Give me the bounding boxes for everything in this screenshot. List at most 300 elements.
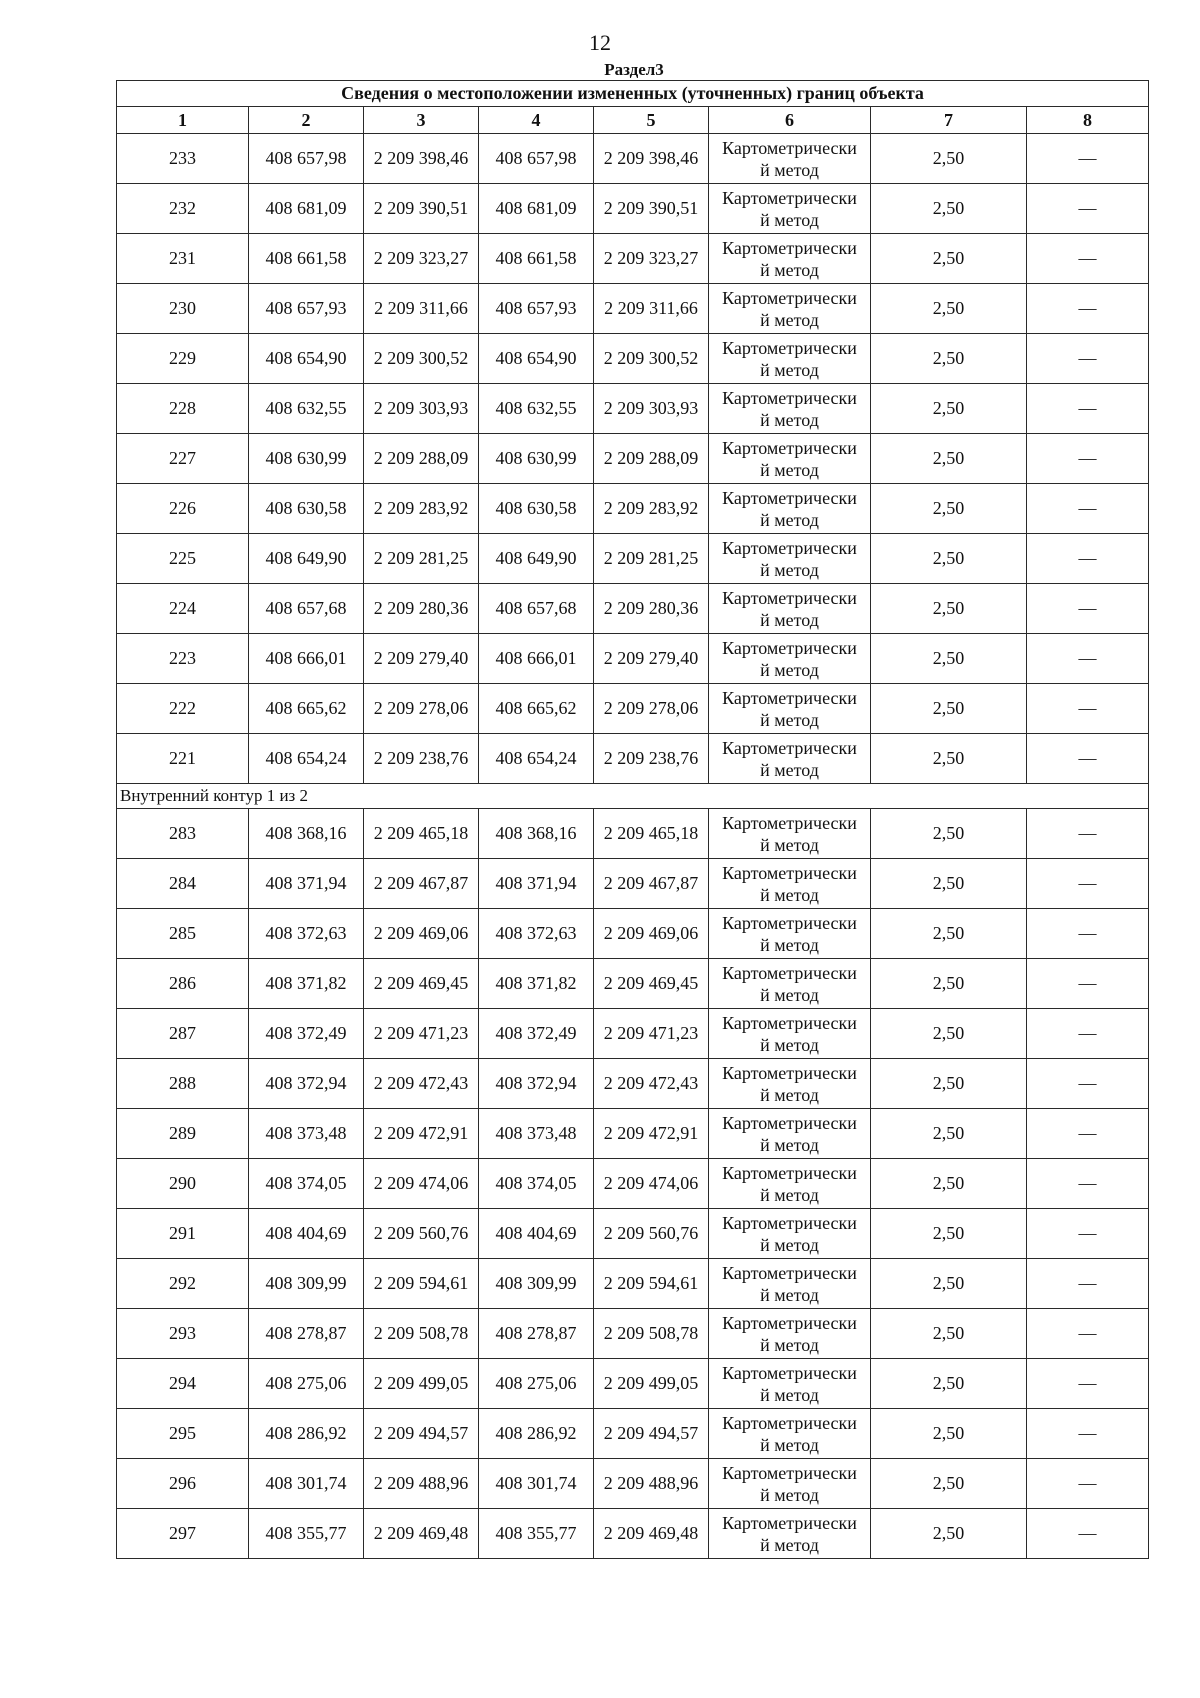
accuracy-cell: 2,50 xyxy=(871,684,1027,734)
method-text-line2: й метод xyxy=(760,259,819,280)
y-coordinate-cell: 2 209 560,76 xyxy=(364,1209,479,1259)
x-coordinate-cell: 408 275,06 xyxy=(479,1359,594,1409)
method-cell xyxy=(709,184,871,234)
y-coordinate-cell: 2 209 300,52 xyxy=(594,334,709,384)
x-coordinate-cell: 408 275,06 xyxy=(249,1359,364,1409)
method-cell xyxy=(709,1259,871,1309)
method-text-line1: Картометрически xyxy=(722,1262,857,1283)
point-number-cell: 288 xyxy=(117,1059,249,1109)
accuracy-cell: 2,50 xyxy=(871,384,1027,434)
point-number-cell: 222 xyxy=(117,684,249,734)
empty-cell: — xyxy=(1027,1459,1149,1509)
y-coordinate-cell: 2 209 488,96 xyxy=(364,1459,479,1509)
method-text-line1: Картометрически xyxy=(722,1062,857,1083)
column-number: 4 xyxy=(479,107,594,134)
y-coordinate-cell: 2 209 303,93 xyxy=(364,384,479,434)
y-coordinate-cell: 2 209 494,57 xyxy=(364,1409,479,1459)
method-text-line1: Картометрически xyxy=(722,1162,857,1183)
table-row xyxy=(117,534,1149,584)
empty-cell: — xyxy=(1027,584,1149,634)
table-row xyxy=(117,734,1149,784)
x-coordinate-cell: 408 371,82 xyxy=(249,959,364,1009)
method-text-line1: Картометрически xyxy=(722,137,857,158)
x-coordinate-cell: 408 368,16 xyxy=(479,809,594,859)
empty-cell: — xyxy=(1027,184,1149,234)
method-text-line1: Картометрически xyxy=(722,337,857,358)
point-number-cell: 286 xyxy=(117,959,249,1009)
column-number: 8 xyxy=(1027,107,1149,134)
point-number-cell: 296 xyxy=(117,1459,249,1509)
empty-cell: — xyxy=(1027,1309,1149,1359)
method-cell xyxy=(709,734,871,784)
x-coordinate-cell: 408 373,48 xyxy=(249,1109,364,1159)
point-number-cell: 293 xyxy=(117,1309,249,1359)
accuracy-cell: 2,50 xyxy=(871,1309,1027,1359)
y-coordinate-cell: 2 209 311,66 xyxy=(364,284,479,334)
y-coordinate-cell: 2 209 499,05 xyxy=(594,1359,709,1409)
empty-cell: — xyxy=(1027,534,1149,584)
point-number-cell: 231 xyxy=(117,234,249,284)
y-coordinate-cell: 2 209 469,48 xyxy=(594,1509,709,1559)
x-coordinate-cell: 408 665,62 xyxy=(479,684,594,734)
x-coordinate-cell: 408 368,16 xyxy=(249,809,364,859)
table-row xyxy=(117,909,1149,959)
x-coordinate-cell: 408 372,49 xyxy=(479,1009,594,1059)
x-coordinate-cell: 408 371,94 xyxy=(479,859,594,909)
method-cell xyxy=(709,1459,871,1509)
accuracy-cell: 2,50 xyxy=(871,1409,1027,1459)
method-text-line1: Картометрически xyxy=(722,737,857,758)
x-coordinate-cell: 408 666,01 xyxy=(479,634,594,684)
accuracy-cell: 2,50 xyxy=(871,184,1027,234)
point-number-cell: 227 xyxy=(117,434,249,484)
accuracy-cell: 2,50 xyxy=(871,284,1027,334)
point-number-cell: 223 xyxy=(117,634,249,684)
accuracy-cell: 2,50 xyxy=(871,634,1027,684)
y-coordinate-cell: 2 209 474,06 xyxy=(594,1159,709,1209)
table-row xyxy=(117,1159,1149,1209)
point-number-cell: 228 xyxy=(117,384,249,434)
method-cell xyxy=(709,1109,871,1159)
table-row xyxy=(117,584,1149,634)
method-cell xyxy=(709,534,871,584)
table-row xyxy=(117,1059,1149,1109)
point-number-cell: 295 xyxy=(117,1409,249,1459)
point-number-cell: 226 xyxy=(117,484,249,534)
y-coordinate-cell: 2 209 469,45 xyxy=(594,959,709,1009)
table-row xyxy=(117,234,1149,284)
method-text-line1: Картометрически xyxy=(722,537,857,558)
method-text-line1: Картометрически xyxy=(722,812,857,833)
accuracy-cell: 2,50 xyxy=(871,1509,1027,1559)
page-number: 12 xyxy=(589,30,611,55)
method-text-line1: Картометрически xyxy=(722,387,857,408)
empty-cell: — xyxy=(1027,334,1149,384)
empty-cell: — xyxy=(1027,434,1149,484)
method-cell xyxy=(709,1309,871,1359)
x-coordinate-cell: 408 372,94 xyxy=(479,1059,594,1109)
table-row xyxy=(117,134,1149,184)
y-coordinate-cell: 2 209 469,45 xyxy=(364,959,479,1009)
table-row xyxy=(117,334,1149,384)
x-coordinate-cell: 408 630,99 xyxy=(249,434,364,484)
point-number-cell: 229 xyxy=(117,334,249,384)
point-number-cell: 230 xyxy=(117,284,249,334)
x-coordinate-cell: 408 654,24 xyxy=(249,734,364,784)
point-number-cell: 290 xyxy=(117,1159,249,1209)
y-coordinate-cell: 2 209 390,51 xyxy=(364,184,479,234)
method-cell xyxy=(709,1009,871,1059)
method-cell xyxy=(709,1159,871,1209)
table-row xyxy=(117,809,1149,859)
accuracy-cell: 2,50 xyxy=(871,1009,1027,1059)
method-text-line1: Картометрически xyxy=(722,587,857,608)
y-coordinate-cell: 2 209 467,87 xyxy=(364,859,479,909)
accuracy-cell: 2,50 xyxy=(871,1259,1027,1309)
empty-cell: — xyxy=(1027,859,1149,909)
method-text-line1: Картометрически xyxy=(722,287,857,308)
method-cell xyxy=(709,909,871,959)
method-text-line1: Картометрически xyxy=(722,437,857,458)
y-coordinate-cell: 2 209 499,05 xyxy=(364,1359,479,1409)
method-cell xyxy=(709,584,871,634)
y-coordinate-cell: 2 209 283,92 xyxy=(594,484,709,534)
x-coordinate-cell: 408 657,68 xyxy=(249,584,364,634)
method-text-line2: й метод xyxy=(760,1084,819,1105)
point-number-cell: 225 xyxy=(117,534,249,584)
x-coordinate-cell: 408 657,98 xyxy=(479,134,594,184)
point-number-cell: 287 xyxy=(117,1009,249,1059)
method-text-line1: Картометрически xyxy=(722,1462,857,1483)
x-coordinate-cell: 408 649,90 xyxy=(479,534,594,584)
method-text-line1: Картометрически xyxy=(722,1012,857,1033)
y-coordinate-cell: 2 209 472,43 xyxy=(364,1059,479,1109)
method-text-line2: й метод xyxy=(760,1234,819,1255)
table-row xyxy=(117,1359,1149,1409)
y-coordinate-cell: 2 209 472,43 xyxy=(594,1059,709,1109)
column-number: 6 xyxy=(709,107,871,134)
accuracy-cell: 2,50 xyxy=(871,909,1027,959)
accuracy-cell: 2,50 xyxy=(871,734,1027,784)
empty-cell: — xyxy=(1027,134,1149,184)
point-number-cell: 284 xyxy=(117,859,249,909)
empty-cell: — xyxy=(1027,384,1149,434)
method-text-line1: Картометрически xyxy=(722,1312,857,1333)
y-coordinate-cell: 2 209 279,40 xyxy=(594,634,709,684)
accuracy-cell: 2,50 xyxy=(871,1209,1027,1259)
method-text-line1: Картометрически xyxy=(722,487,857,508)
y-coordinate-cell: 2 209 303,93 xyxy=(594,384,709,434)
y-coordinate-cell: 2 209 311,66 xyxy=(594,284,709,334)
y-coordinate-cell: 2 209 488,96 xyxy=(594,1459,709,1509)
method-text-line2: й метод xyxy=(760,1434,819,1455)
method-text-line2: й метод xyxy=(760,884,819,905)
accuracy-cell: 2,50 xyxy=(871,1109,1027,1159)
column-number: 2 xyxy=(249,107,364,134)
table-caption-row xyxy=(117,81,1149,107)
x-coordinate-cell: 408 654,90 xyxy=(249,334,364,384)
y-coordinate-cell: 2 209 288,09 xyxy=(594,434,709,484)
x-coordinate-cell: 408 301,74 xyxy=(479,1459,594,1509)
y-coordinate-cell: 2 209 472,91 xyxy=(364,1109,479,1159)
empty-cell: — xyxy=(1027,1409,1149,1459)
method-text-line1: Картометрически xyxy=(722,862,857,883)
method-cell xyxy=(709,859,871,909)
method-text-line1: Картометрически xyxy=(722,1512,857,1533)
y-coordinate-cell: 2 209 323,27 xyxy=(364,234,479,284)
accuracy-cell: 2,50 xyxy=(871,534,1027,584)
x-coordinate-cell: 408 649,90 xyxy=(249,534,364,584)
accuracy-cell: 2,50 xyxy=(871,584,1027,634)
table-row xyxy=(117,384,1149,434)
method-cell xyxy=(709,1509,871,1559)
table-row xyxy=(117,1509,1149,1559)
y-coordinate-cell: 2 209 471,23 xyxy=(594,1009,709,1059)
method-text-line2: й метод xyxy=(760,1034,819,1055)
contour-label-row xyxy=(117,784,1149,809)
method-text-line1: Картометрически xyxy=(722,1212,857,1233)
column-number: 7 xyxy=(871,107,1027,134)
accuracy-cell: 2,50 xyxy=(871,1359,1027,1409)
column-number-row xyxy=(117,107,1149,134)
y-coordinate-cell: 2 209 288,09 xyxy=(364,434,479,484)
y-coordinate-cell: 2 209 283,92 xyxy=(364,484,479,534)
point-number-cell: 289 xyxy=(117,1109,249,1159)
x-coordinate-cell: 408 657,93 xyxy=(479,284,594,334)
accuracy-cell: 2,50 xyxy=(871,1459,1027,1509)
table-row xyxy=(117,434,1149,484)
method-cell xyxy=(709,959,871,1009)
method-cell xyxy=(709,284,871,334)
column-number: 5 xyxy=(594,107,709,134)
y-coordinate-cell: 2 209 281,25 xyxy=(364,534,479,584)
method-text-line1: Картометрически xyxy=(722,187,857,208)
y-coordinate-cell: 2 209 280,36 xyxy=(364,584,479,634)
empty-cell: — xyxy=(1027,1059,1149,1109)
x-coordinate-cell: 408 657,98 xyxy=(249,134,364,184)
table-row xyxy=(117,684,1149,734)
empty-cell: — xyxy=(1027,809,1149,859)
table-row xyxy=(117,959,1149,1009)
y-coordinate-cell: 2 209 238,76 xyxy=(594,734,709,784)
point-number-cell: 285 xyxy=(117,909,249,959)
x-coordinate-cell: 408 661,58 xyxy=(249,234,364,284)
x-coordinate-cell: 408 278,87 xyxy=(479,1309,594,1359)
method-text-line1: Картометрически xyxy=(722,962,857,983)
method-text-line2: й метод xyxy=(760,984,819,1005)
table-row xyxy=(117,1459,1149,1509)
point-number-cell: 297 xyxy=(117,1509,249,1559)
table-row xyxy=(117,1209,1149,1259)
method-text-line1: Картометрически xyxy=(722,912,857,933)
empty-cell: — xyxy=(1027,1259,1149,1309)
point-number-cell: 224 xyxy=(117,584,249,634)
y-coordinate-cell: 2 209 472,91 xyxy=(594,1109,709,1159)
x-coordinate-cell: 408 661,58 xyxy=(479,234,594,284)
method-text-line2: й метод xyxy=(760,834,819,855)
method-cell xyxy=(709,434,871,484)
x-coordinate-cell: 408 666,01 xyxy=(249,634,364,684)
x-coordinate-cell: 408 665,62 xyxy=(249,684,364,734)
y-coordinate-cell: 2 209 560,76 xyxy=(594,1209,709,1259)
method-text-line2: й метод xyxy=(760,709,819,730)
table-row xyxy=(117,1309,1149,1359)
method-text-line1: Картометрически xyxy=(722,637,857,658)
method-cell xyxy=(709,484,871,534)
method-text-line2: й метод xyxy=(760,759,819,780)
point-number-cell: 232 xyxy=(117,184,249,234)
table-row xyxy=(117,634,1149,684)
y-coordinate-cell: 2 209 280,36 xyxy=(594,584,709,634)
section-title: Раздел3 xyxy=(604,60,664,79)
x-coordinate-cell: 408 632,55 xyxy=(249,384,364,434)
x-coordinate-cell: 408 355,77 xyxy=(249,1509,364,1559)
y-coordinate-cell: 2 209 594,61 xyxy=(594,1259,709,1309)
method-cell xyxy=(709,809,871,859)
y-coordinate-cell: 2 209 238,76 xyxy=(364,734,479,784)
y-coordinate-cell: 2 209 469,48 xyxy=(364,1509,479,1559)
column-number: 3 xyxy=(364,107,479,134)
boundary-table xyxy=(116,80,1149,1559)
accuracy-cell: 2,50 xyxy=(871,234,1027,284)
method-cell xyxy=(709,684,871,734)
x-coordinate-cell: 408 286,92 xyxy=(249,1409,364,1459)
y-coordinate-cell: 2 209 494,57 xyxy=(594,1409,709,1459)
accuracy-cell: 2,50 xyxy=(871,1059,1027,1109)
x-coordinate-cell: 408 371,94 xyxy=(249,859,364,909)
x-coordinate-cell: 408 374,05 xyxy=(249,1159,364,1209)
x-coordinate-cell: 408 372,63 xyxy=(249,909,364,959)
x-coordinate-cell: 408 355,77 xyxy=(479,1509,594,1559)
method-cell xyxy=(709,234,871,284)
empty-cell: — xyxy=(1027,1009,1149,1059)
accuracy-cell: 2,50 xyxy=(871,134,1027,184)
method-cell xyxy=(709,1359,871,1409)
method-text-line2: й метод xyxy=(760,1534,819,1555)
y-coordinate-cell: 2 209 469,06 xyxy=(594,909,709,959)
accuracy-cell: 2,50 xyxy=(871,334,1027,384)
point-number-cell: 294 xyxy=(117,1359,249,1409)
method-cell xyxy=(709,384,871,434)
empty-cell: — xyxy=(1027,284,1149,334)
method-text-line2: й метод xyxy=(760,359,819,380)
y-coordinate-cell: 2 209 398,46 xyxy=(364,134,479,184)
method-text-line1: Картометрически xyxy=(722,1412,857,1433)
empty-cell: — xyxy=(1027,1109,1149,1159)
method-cell xyxy=(709,134,871,184)
method-text-line2: й метод xyxy=(760,609,819,630)
empty-cell: — xyxy=(1027,1159,1149,1209)
method-text-line2: й метод xyxy=(760,1284,819,1305)
empty-cell: — xyxy=(1027,909,1149,959)
point-number-cell: 233 xyxy=(117,134,249,184)
x-coordinate-cell: 408 286,92 xyxy=(479,1409,594,1459)
accuracy-cell: 2,50 xyxy=(871,959,1027,1009)
x-coordinate-cell: 408 657,93 xyxy=(249,284,364,334)
y-coordinate-cell: 2 209 465,18 xyxy=(364,809,479,859)
method-text-line1: Картометрически xyxy=(722,237,857,258)
accuracy-cell: 2,50 xyxy=(871,484,1027,534)
y-coordinate-cell: 2 209 279,40 xyxy=(364,634,479,684)
method-text-line2: й метод xyxy=(760,934,819,955)
method-cell xyxy=(709,1209,871,1259)
method-text-line2: й метод xyxy=(760,559,819,580)
empty-cell: — xyxy=(1027,1509,1149,1559)
method-text-line2: й метод xyxy=(760,459,819,480)
method-text-line2: й метод xyxy=(760,1484,819,1505)
method-cell xyxy=(709,1059,871,1109)
y-coordinate-cell: 2 209 278,06 xyxy=(364,684,479,734)
x-coordinate-cell: 408 374,05 xyxy=(479,1159,594,1209)
point-number-cell: 292 xyxy=(117,1259,249,1309)
x-coordinate-cell: 408 630,99 xyxy=(479,434,594,484)
x-coordinate-cell: 408 681,09 xyxy=(479,184,594,234)
y-coordinate-cell: 2 209 281,25 xyxy=(594,534,709,584)
y-coordinate-cell: 2 209 508,78 xyxy=(364,1309,479,1359)
x-coordinate-cell: 408 657,68 xyxy=(479,584,594,634)
method-text-line2: й метод xyxy=(760,209,819,230)
method-text-line2: й метод xyxy=(760,1134,819,1155)
x-coordinate-cell: 408 372,94 xyxy=(249,1059,364,1109)
table-row xyxy=(117,1009,1149,1059)
empty-cell: — xyxy=(1027,634,1149,684)
point-number-cell: 221 xyxy=(117,734,249,784)
method-text-line2: й метод xyxy=(760,1334,819,1355)
method-cell xyxy=(709,1409,871,1459)
x-coordinate-cell: 408 371,82 xyxy=(479,959,594,1009)
x-coordinate-cell: 408 278,87 xyxy=(249,1309,364,1359)
empty-cell: — xyxy=(1027,734,1149,784)
x-coordinate-cell: 408 372,49 xyxy=(249,1009,364,1059)
table-row xyxy=(117,484,1149,534)
y-coordinate-cell: 2 209 508,78 xyxy=(594,1309,709,1359)
x-coordinate-cell: 408 404,69 xyxy=(249,1209,364,1259)
x-coordinate-cell: 408 681,09 xyxy=(249,184,364,234)
y-coordinate-cell: 2 209 474,06 xyxy=(364,1159,479,1209)
y-coordinate-cell: 2 209 300,52 xyxy=(364,334,479,384)
method-text-line2: й метод xyxy=(760,509,819,530)
contour-label: Внутренний контур 1 из 2 xyxy=(117,784,1149,809)
method-cell xyxy=(709,634,871,684)
accuracy-cell: 2,50 xyxy=(871,809,1027,859)
table-row xyxy=(117,1109,1149,1159)
table-caption: Сведения о местоположении измененных (уточненных) границ объекта xyxy=(117,81,1149,107)
x-coordinate-cell: 408 630,58 xyxy=(479,484,594,534)
method-text-line2: й метод xyxy=(760,409,819,430)
x-coordinate-cell: 408 309,99 xyxy=(249,1259,364,1309)
empty-cell: — xyxy=(1027,484,1149,534)
empty-cell: — xyxy=(1027,1359,1149,1409)
accuracy-cell: 2,50 xyxy=(871,1159,1027,1209)
method-cell xyxy=(709,334,871,384)
table-row xyxy=(117,1409,1149,1459)
method-text-line2: й метод xyxy=(760,1184,819,1205)
x-coordinate-cell: 408 301,74 xyxy=(249,1459,364,1509)
x-coordinate-cell: 408 309,99 xyxy=(479,1259,594,1309)
y-coordinate-cell: 2 209 467,87 xyxy=(594,859,709,909)
point-number-cell: 283 xyxy=(117,809,249,859)
method-text-line2: й метод xyxy=(760,309,819,330)
x-coordinate-cell: 408 373,48 xyxy=(479,1109,594,1159)
y-coordinate-cell: 2 209 594,61 xyxy=(364,1259,479,1309)
table-row xyxy=(117,284,1149,334)
column-number: 1 xyxy=(117,107,249,134)
table-row xyxy=(117,184,1149,234)
empty-cell: — xyxy=(1027,1209,1149,1259)
method-text-line2: й метод xyxy=(760,159,819,180)
empty-cell: — xyxy=(1027,234,1149,284)
y-coordinate-cell: 2 209 323,27 xyxy=(594,234,709,284)
